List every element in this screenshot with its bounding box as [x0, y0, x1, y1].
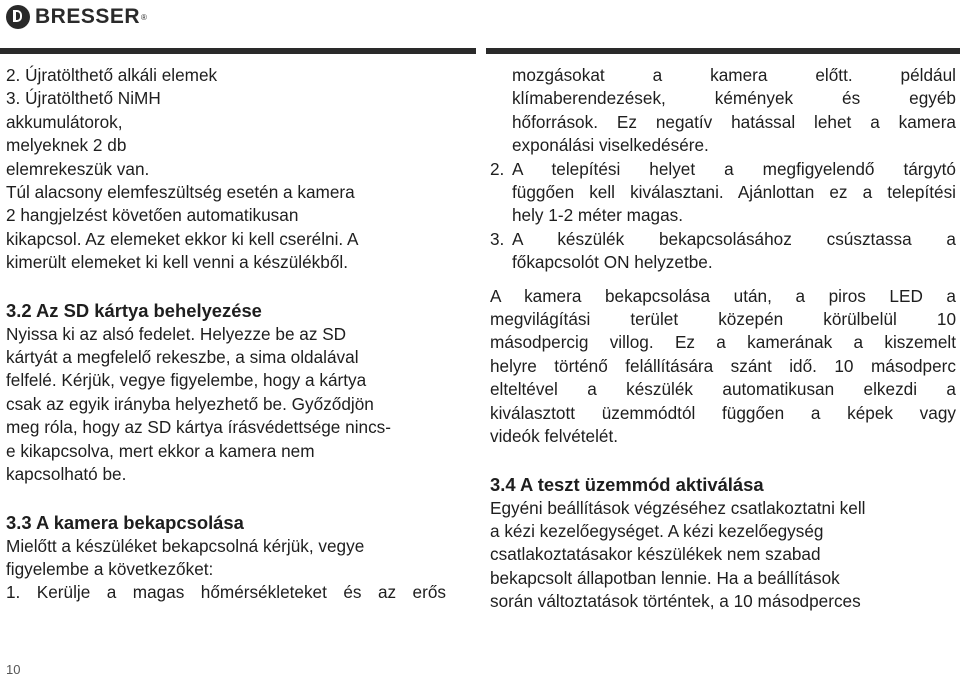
text-line: során változtatások történtek, a 10 másodperces: [490, 591, 861, 612]
text-line: exponálási viselkedésére.: [512, 135, 709, 156]
text-line: klímaberendezések, kémények és egyéb: [512, 88, 956, 109]
text-line: melyeknek 2 db: [6, 135, 127, 156]
text-line: kimerült elemeket ki kell venni a készülékből.: [6, 252, 348, 273]
text-line: kikapcsol. Az elemeket ekkor ki kell cserélni. A: [6, 228, 359, 249]
text-line: csatlakoztatásakor készülékek nem szabad: [490, 544, 821, 565]
text-line: elemrekeszük van.: [6, 158, 150, 179]
text-line: A készülék bekapcsolásához csúsztassa a: [512, 228, 956, 249]
text-line: felfelé. Kérjük, vegye figyelembe, hogy a kártya: [6, 370, 367, 391]
text-line: Egyéni beállítások végzéséhez csatlakoztatni kell: [490, 497, 866, 518]
text-line: akkumulátorok,: [6, 111, 123, 132]
text-line: kapcsolható be.: [6, 464, 127, 485]
text-line: elteltével a készülék automatikusan elkezdi a: [490, 379, 956, 400]
bresser-logo: [6, 5, 147, 29]
text-line: 3. Újratölthető NiMH: [6, 88, 161, 109]
text-line: videók felvételét.: [490, 426, 619, 447]
text-line: A kamera bekapcsolása után, a piros LED a: [490, 285, 956, 306]
text-line: 2. Újratölthető alkáli elemek: [6, 65, 218, 85]
text-line: helyre történő felállítására szánt idő. 10 másodperc: [490, 355, 956, 376]
text-line: 2 hangjelzést követően automatikusan: [6, 205, 299, 226]
registered-mark: ®: [141, 12, 147, 22]
text-line: csak az egyik irányba helyezhető be. Győződjön: [6, 393, 374, 414]
page-number: 10: [6, 662, 21, 677]
text-line: kártyát a megfelelő rekeszbe, a sima oldalával: [6, 347, 359, 368]
section-heading-3-4: 3.4 A teszt üzemmód aktiválása: [490, 473, 764, 495]
text-line: a kézi kezelőegységet. A kézi kezelőegység: [490, 520, 824, 541]
text-line: mozgásokat a kamera előtt. például: [512, 65, 956, 85]
header-rule-right: [486, 48, 960, 54]
text-line: hőforrások. Ez negatív hatással lehet a kamera: [512, 111, 956, 132]
header-rule-left: [0, 48, 476, 54]
text-line: függően kell kiválasztani. Ajánlottan ez a telepítési: [512, 182, 956, 203]
text-line: Mielőtt a készüléket bekapcsolná kérjük, vegye: [6, 535, 365, 556]
list-number: 2.: [490, 158, 505, 179]
list-number: 3.: [490, 228, 505, 249]
text-line: meg róla, hogy az SD kártya írásvédettsége nincs-: [6, 417, 391, 438]
text-line: Nyissa ki az alsó fedelet. Helyezze be az SD: [6, 323, 347, 344]
text-line: 1. Kerülje a magas hőmérsékleteket és az erős: [6, 582, 446, 603]
text-line: főkapcsolót ON helyzetbe.: [512, 252, 713, 273]
left-column: [6, 64, 446, 605]
text-line: bekapcsolt állapotban lennie. Ha a beállítások: [490, 567, 840, 588]
bresser-logo-icon: [6, 5, 30, 29]
section-heading-3-3: 3.3 A kamera bekapcsolása: [6, 511, 244, 533]
text-line: figyelembe a következőket:: [6, 558, 214, 579]
list-item: [490, 228, 956, 275]
text-line: megvilágítási terület közepén körülbelül 10: [490, 309, 956, 330]
text-line: e kikapcsolva, mert ekkor a kamera nem: [6, 440, 315, 461]
brand-name: BRESSER: [35, 5, 141, 28]
text-line: hely 1-2 méter magas.: [512, 205, 683, 226]
text-line: másodpercig villog. Ez a kamerának a kiszemelt: [490, 332, 956, 353]
page-header: [0, 0, 960, 56]
section-heading-3-2: 3.2 Az SD kártya behelyezése: [6, 299, 262, 321]
text-line: kiválasztott üzemmódtól függően a képek vagy: [490, 402, 956, 423]
text-line: Túl alacsony elemfeszültség esetén a kamera: [6, 182, 355, 203]
text-line: A telepítési helyet a megfigyelendő tárgytó: [512, 158, 956, 179]
list-item: [490, 158, 956, 228]
right-column: [490, 64, 956, 614]
